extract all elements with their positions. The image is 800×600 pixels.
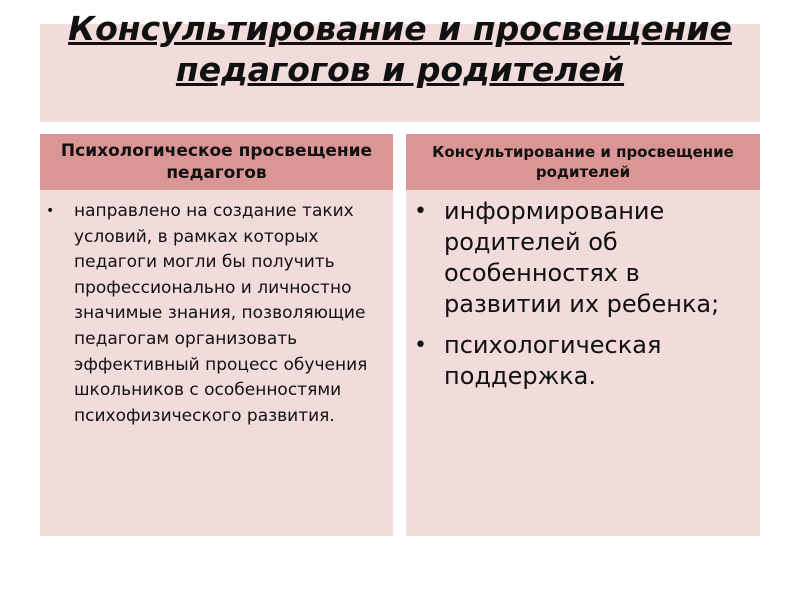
right-column-body: [406, 190, 760, 536]
list-item: [414, 196, 752, 320]
bullet-icon: •: [46, 203, 55, 219]
bullet-icon: •: [414, 333, 427, 358]
left-column-header: Психологическое просвещение педагогов: [40, 134, 393, 190]
bullet-icon: •: [414, 199, 427, 224]
list-item: [414, 330, 752, 392]
right-column-header: Консультирование и просвещение родителей: [406, 134, 760, 190]
slide-title: Консультирование и просвещение педагогов и родителей: [68, 9, 732, 89]
right-bullet-list: [406, 190, 760, 392]
bullet-text: психологическая поддержка.: [444, 331, 662, 390]
left-bullet-list: [40, 190, 393, 429]
bullet-text: информирование родителей об особенностях в развитии их ребенка;: [444, 197, 720, 318]
bullet-text: направлено на создание таких условий, в рамках которых педагоги могли бы получить профессионально и личностно значимые знания, позволяющие педагогам организовать эффективный процесс обучения школьников с особенностями психофизического развития.: [74, 201, 368, 426]
left-column-body: [40, 190, 393, 536]
list-item: [46, 199, 373, 429]
